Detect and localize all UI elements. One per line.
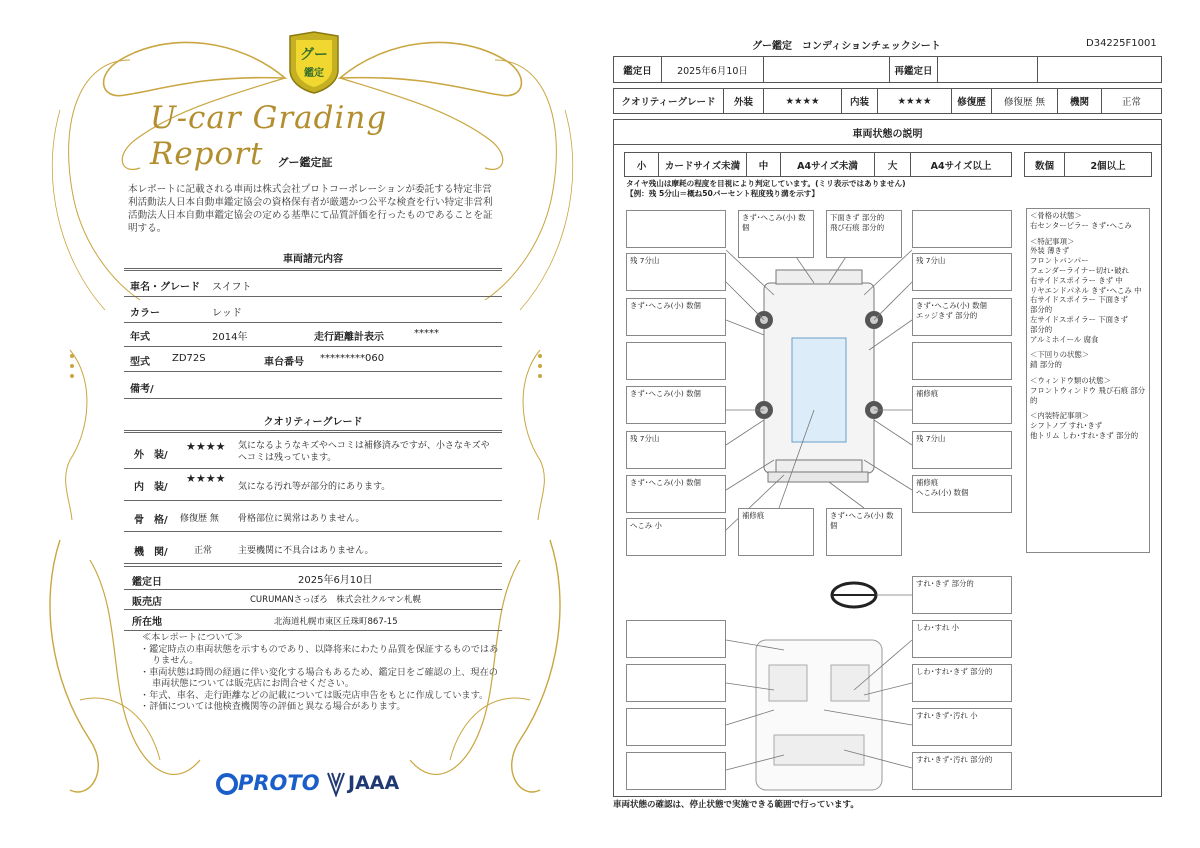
special-notes-box (1026, 208, 1150, 553)
certificate-title: グー鑑定証 (277, 156, 333, 169)
interior-outline-icon (756, 640, 882, 790)
legend-medium-desc: A4サイズ未満 (781, 153, 875, 176)
ext-stars: ★★★★ (764, 89, 842, 113)
engine-label: 機関 (1058, 89, 1102, 113)
spec-row-color (124, 298, 502, 323)
interior-box (626, 620, 726, 658)
damage-box: きず･へこみ(小) 数個 (626, 475, 726, 513)
date-label: 鑑定日 (614, 57, 662, 82)
quality-row-interior (124, 470, 502, 501)
footer-note: 車両状態の確認は、停止状態で実施できる範囲で行っています。 (613, 800, 859, 810)
damage-box (626, 210, 726, 248)
right-seat-icon (831, 665, 869, 701)
mileage-value: ***** (414, 328, 439, 339)
interior-text: 気になる汚れ等が部分的にあります。 (238, 482, 391, 492)
model-value: ZD72S (172, 353, 206, 364)
chassis-label: 車台番号 (264, 357, 304, 368)
note-line: ＜特記事項＞ (1030, 236, 1075, 246)
note-line: ＜下回りの状態＞ (1030, 350, 1090, 360)
report-notes (140, 632, 500, 713)
frame-label: 骨 格/ (134, 515, 168, 526)
note-line: 部分的 (1030, 305, 1053, 315)
appraisal-date-value: 2025年6月10日 (298, 575, 373, 586)
engine-value: 正常 (1121, 97, 1141, 108)
badge-line-1: グー (300, 47, 328, 63)
goo-appraisal-badge (286, 30, 342, 94)
note-line: リヤエンドパネル きず･へこみ 中 (1030, 285, 1142, 295)
tire-box-front-right: 残 7分山 (912, 253, 1012, 291)
note-line: ＜内装特記事項＞ (1030, 411, 1090, 421)
legend-large: 大 (875, 153, 911, 176)
date-value: 2025年6月10日 (662, 57, 764, 82)
quality-row-frame (124, 503, 502, 532)
ext-label: 外装 (724, 89, 764, 113)
note-line: フェンダーライナー切れ･破れ (1030, 265, 1129, 275)
spec-row-name (124, 272, 502, 297)
damage-box: 下面きず 部分的 飛び石痕 部分的 (826, 210, 902, 258)
engine-text: 主要機関に不具合はありません。 (238, 546, 374, 556)
note-line: 右サイドスポイラー 下面きず (1030, 295, 1128, 305)
damage-box: 補修痕 (738, 508, 814, 556)
notes-title: ≪本レポートについて≫ (142, 632, 243, 643)
dealer-row (124, 589, 502, 610)
repair-label: 修復歴 (952, 89, 992, 113)
frame-text: 骨格部位に異常はありません。 (238, 514, 365, 524)
document-id: D34225F1001 (1086, 38, 1157, 49)
quality-section-title: クオリティーグレード (263, 417, 363, 428)
interior-box (626, 708, 726, 746)
exterior-stars: ★★★★ (186, 440, 226, 453)
damage-box (912, 342, 1012, 380)
quality-row-exterior (124, 434, 502, 469)
note-line: 部分的 (1030, 324, 1053, 334)
date-table (613, 56, 1162, 83)
rear-seat-icon (774, 735, 864, 765)
color-value: レッド (212, 308, 242, 319)
tire-box-front-left: 残 7分山 (626, 253, 726, 291)
interior-box (626, 752, 726, 790)
damage-box: きず･へこみ(小) 数個 (626, 298, 726, 336)
jaaa-mark-icon (326, 769, 346, 797)
roof-glass-icon (792, 338, 846, 442)
jaaa-logo-text: JAAA (348, 772, 400, 794)
damage-box: 補修痕 (912, 386, 1012, 424)
legend-small: 小 (625, 153, 659, 176)
appraisal-date-label: 鑑定日 (132, 577, 162, 588)
note-item: ・鑑定時点の車両状態を示すものであり、以降将来にわたり品質を保証するものではありません。 (140, 643, 499, 666)
rear-apron-icon (768, 472, 868, 482)
interior-box (626, 664, 726, 702)
condition-panel (613, 119, 1162, 797)
dealer-value: CURUMANさっぽろ 株式会社クルマン札幌 (250, 595, 422, 605)
quality-top-rule (124, 430, 502, 433)
note-line: シフトノブ すれ･きず (1030, 421, 1103, 431)
damage-box: きず･へこみ(小) 数個 (738, 210, 814, 258)
damage-box (626, 342, 726, 380)
year-value: 2014年 (212, 332, 248, 343)
note-line: フロントウィンドウ 飛び石痕 部分的 (1030, 385, 1146, 405)
chassis-value: *********060 (320, 353, 385, 364)
damage-box (912, 210, 1012, 248)
engine-label: 機 関/ (134, 547, 168, 558)
grade-table (613, 88, 1162, 114)
note-line: ＜骨格の状態＞ (1030, 211, 1082, 220)
spec-row-remarks (124, 374, 502, 399)
model-label: 型式 (130, 357, 150, 368)
year-label: 年式 (130, 332, 150, 343)
tire-box-rear-left: 残 7分山 (626, 431, 726, 469)
remarks-label: 備考/ (130, 384, 154, 395)
grade-label: クオリティーグレード (614, 89, 724, 113)
spec-row-year (124, 322, 502, 347)
interior-box: すれ･きず･汚れ 小 (912, 708, 1012, 746)
redate-value (938, 57, 1038, 82)
legend-small-desc: カードサイズ未満 (659, 153, 747, 176)
address-label: 所在地 (132, 617, 162, 628)
note-line: 他トリム しわ･すれ･きず 部分的 (1030, 430, 1139, 440)
legend-large-desc: A4サイズ以上 (930, 160, 992, 172)
name-value: スイフト (212, 282, 252, 293)
badge-line-2: 鑑定 (304, 68, 324, 79)
front-bumper-icon (776, 270, 862, 284)
damage-box: きず･へこみ(小) 数個 エッジきず 部分的 (912, 298, 1012, 336)
repair-value: 修復歴 無 (992, 89, 1058, 113)
note-line: ＜ウィンドウ類の状態＞ (1030, 375, 1111, 385)
note-line: 右サイドスポイラー きず 中 (1030, 275, 1123, 285)
note-item: ・年式、車名、走行距離などの記載については販売店申告をもとに作成しています。 (140, 689, 489, 701)
spec-row-model (124, 347, 502, 372)
damage-box: きず･へこみ(小) 数個 (826, 508, 902, 556)
tire-note-2: 【例：残 5分山＝概ね50パーセント程度残り溝を示す】 (626, 189, 819, 198)
int-label: 内装 (842, 89, 878, 113)
interior-box: すれ･きず 部分的 (912, 576, 1012, 614)
note-line: 左サイドスポイラー 下面きず (1030, 314, 1128, 324)
quality-row-engine (124, 535, 502, 564)
count-value: 2個以上 (1090, 160, 1126, 172)
name-label: 車名・グレード (130, 282, 200, 293)
interior-box: しわ･すれ 小 (912, 620, 1012, 658)
address-value: 北海道札幌市東区丘珠町867-15 (274, 617, 398, 627)
left-seat-icon (769, 665, 807, 701)
interior-label: 内 装/ (134, 482, 168, 493)
note-line: アルミホイール 腐食 (1030, 334, 1099, 344)
legend-medium: 中 (747, 153, 781, 176)
date-blank (764, 57, 890, 82)
interior-box: しわ･すれ･きず 部分的 (912, 664, 1012, 702)
appraisal-date-row (124, 566, 502, 590)
address-row (124, 610, 502, 631)
spec-section-title: 車両諸元内容 (283, 254, 343, 265)
color-label: カラー (130, 308, 160, 319)
note-line: フロントバンパー (1030, 256, 1089, 266)
note-line: 錆 部分的 (1030, 360, 1062, 370)
dealer-label: 販売店 (132, 597, 162, 608)
damage-box: 補修痕 へこみ(小) 数個 (912, 475, 1012, 513)
interior-stars: ★★★★ (186, 472, 226, 485)
exterior-text: 気になるようなキズやヘコミは補修済みですが、小さなキズやヘコミは残っています。 (238, 441, 490, 463)
note-line: 右センターピラー きず･へこみ (1030, 220, 1132, 230)
proto-mark-icon (216, 773, 238, 795)
redate-label: 再鑑定日 (890, 57, 938, 82)
int-stars: ★★★★ (878, 89, 952, 113)
note-line: 外装 薄きず (1030, 246, 1070, 256)
spec-top-rule (124, 268, 502, 271)
certificate-body: 本レポートに記載される車両は株式会社プロトコーポレーションが委託する特定非営利活動法人日本自動車鑑定協会の資格保有者が厳選かつ公平な検査を行い特定非営利活動法人日本自動車鑑定協会の定める基準にて品質評価を行ったものであることを証明する。 (128, 184, 493, 234)
exterior-label: 外 装/ (134, 450, 168, 461)
condition-title: 車両状態の説明 (614, 120, 1161, 145)
engine-value: 正常 (194, 546, 213, 556)
count-label: 数個 (1025, 153, 1065, 176)
tire-box-rear-right: 残 7分山 (912, 431, 1012, 469)
proto-logo-text: PROTO (238, 771, 320, 795)
report-title: U-car Grading Report (150, 100, 388, 172)
frame-value: 修復歴 無 (180, 514, 219, 524)
damage-box: きず･へこみ(小) 数個 (626, 386, 726, 424)
tire-note-1: タイヤ残山は摩耗の程度を目視により判定しています。(ミリ表示ではありません) (626, 179, 906, 188)
sheet-title: グー鑑定 コンディションチェックシート (752, 41, 941, 52)
damage-box: へこみ 小 (626, 518, 726, 556)
note-item: ・評価については他検査機関等の評価と異なる場合があります。 (140, 701, 406, 712)
note-item: ・車両状態は時間の経過に伴い変化する場合もあるため、鑑定日をご確認の上、現在の車両状態については販売店にお問合せください。 (140, 666, 498, 689)
mileage-label: 走行距離計表示 (314, 332, 384, 343)
interior-box: すれ･きず･汚れ 部分的 (912, 752, 1012, 790)
